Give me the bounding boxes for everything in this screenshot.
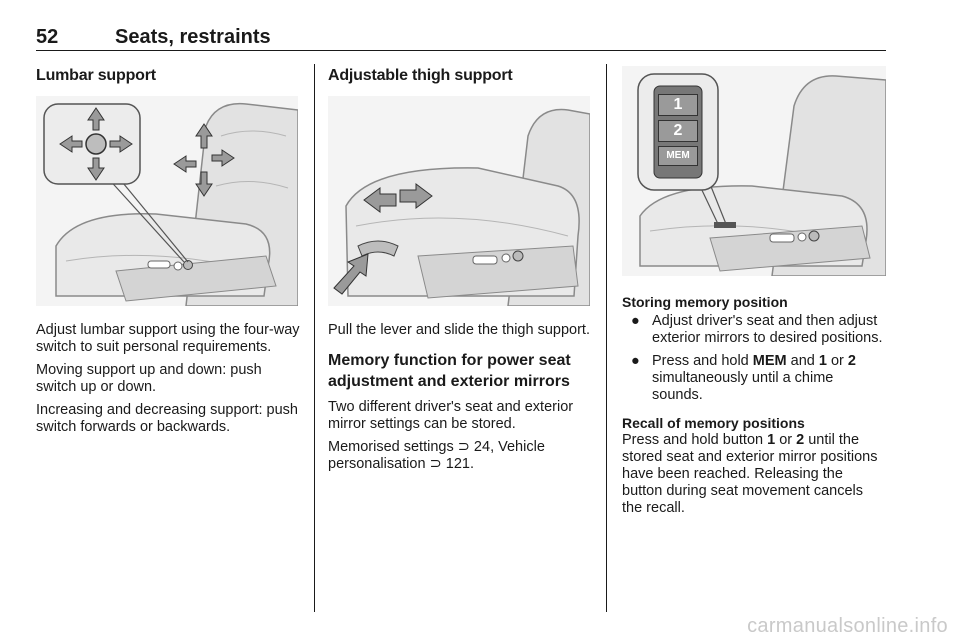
key-2-label: 2 (847, 353, 856, 369)
column-divider-2 (606, 64, 607, 612)
list-item (622, 353, 886, 404)
lumbar-paragraph-1: Adjust lumbar support using the four-way switch to suit personal requirements. (36, 322, 300, 355)
header-rule (36, 50, 886, 51)
memory-ref-text-2[interactable]: 121. (441, 456, 474, 472)
thigh-title: Adjustable thigh support (328, 67, 513, 84)
storing-bullet-1: Adjust driver's seat and then adjust exterior mirrors to desired positions. (652, 313, 883, 346)
arrow-reference-icon: ⊃ (457, 439, 470, 455)
mem-key-label: MEM (752, 353, 787, 369)
memory-paragraph-2 (328, 439, 590, 473)
recall-paragraph (622, 432, 886, 517)
bullet-icon: ● (631, 353, 640, 369)
key-1-label: 1 (818, 353, 827, 369)
arrow-reference-icon: ⊃ (429, 456, 442, 472)
thigh-paragraph-1: Pull the lever and slide the thigh support. (328, 322, 590, 338)
memory-button-2: 2 (658, 120, 698, 142)
memory-button-1: 1 (658, 94, 698, 116)
bullet-icon: ● (631, 313, 640, 329)
memory-button-panel (658, 94, 698, 166)
page-header (36, 26, 886, 52)
watermark: carmanualsonline.info (747, 615, 948, 637)
thigh-illustration (328, 96, 590, 306)
lumbar-paragraph-3: Increasing and decreasing support: push switch forwards or backwards. (36, 402, 298, 435)
lumbar-text (36, 322, 300, 436)
thigh-section (328, 60, 590, 85)
page-number: 52 (36, 26, 59, 48)
memory-title: Memory function for power seat adjustment and exterior mirrors (328, 352, 571, 390)
lumbar-title: Lumbar support (36, 67, 156, 84)
lumbar-paragraph-2: Moving support up and down: push switch up or down. (36, 362, 262, 395)
storing-list (622, 313, 886, 404)
storing-bullet-2-text: simultaneously until a chime sounds. (652, 370, 834, 403)
thigh-and-memory-text (328, 322, 590, 473)
storing-section (622, 294, 886, 517)
lumbar-section (36, 60, 300, 85)
storing-bullet-2-text: or (826, 353, 848, 369)
column-divider-1 (314, 64, 315, 612)
recall-text: or (775, 432, 797, 448)
memory-button-mem: MEM (658, 146, 698, 166)
lumbar-illustration (36, 96, 298, 306)
storing-bullet-2-text: and (786, 353, 819, 369)
key-2-label: 2 (796, 432, 805, 448)
chapter-title: Seats, restraints (115, 26, 271, 48)
memory-ref-prefix: Memorised settings (328, 439, 458, 455)
storing-bullet-2-text: Press and hold (652, 353, 753, 369)
memory-ref-text-1[interactable]: 24, Vehicle personalisation (328, 439, 545, 472)
storing-title: Storing memory position (622, 294, 788, 310)
memory-paragraph-1: Two different driver's seat and exterior mirror settings can be stored. (328, 399, 574, 432)
recall-text: until the stored seat and exterior mirror positions have been reached. Releasing the button during seat movement cancels the recall. (622, 432, 878, 516)
recall-text: Press and hold button (622, 432, 768, 448)
list-item (622, 313, 886, 347)
recall-title: Recall of memory positions (622, 415, 805, 431)
memory-illustration (622, 66, 886, 276)
key-1-label: 1 (767, 432, 776, 448)
